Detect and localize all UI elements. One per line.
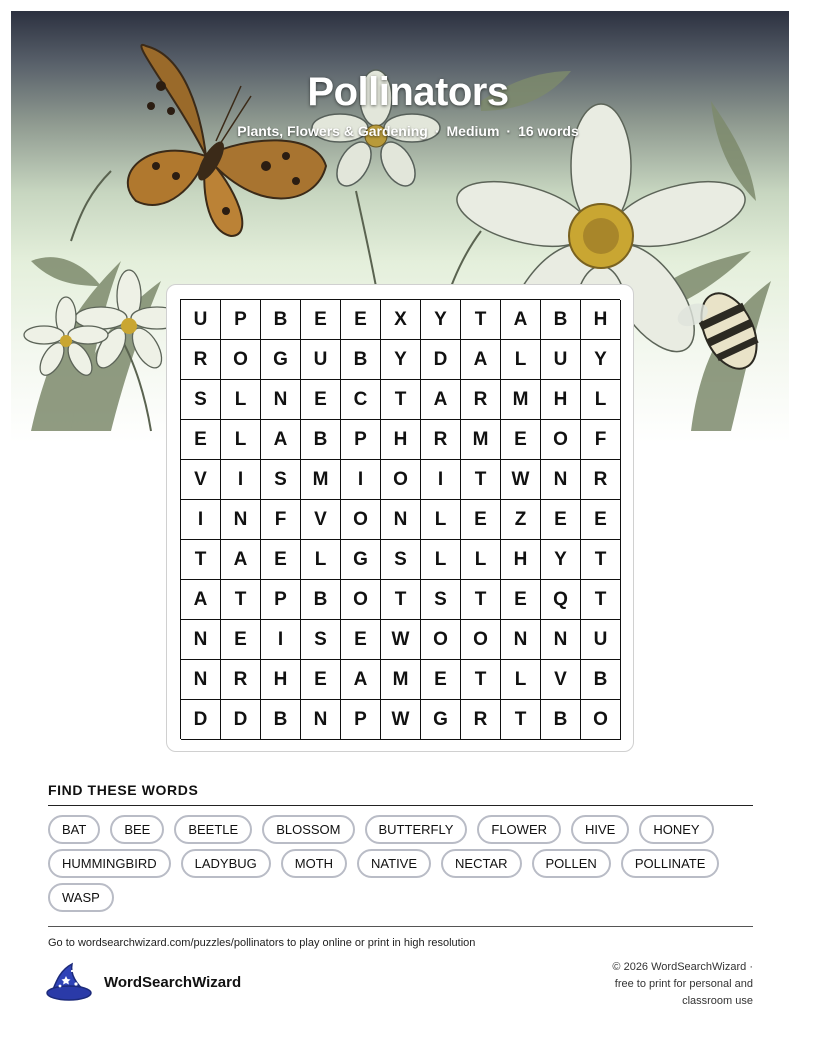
grid-cell[interactable]: T [221, 580, 261, 620]
copyright-line: classroom use [682, 995, 753, 1007]
grid-cell[interactable]: E [421, 660, 461, 700]
grid-cell[interactable]: E [341, 620, 381, 660]
word-pill: BAT [48, 815, 100, 844]
letter-grid [180, 299, 620, 739]
grid-cell[interactable]: E [541, 500, 581, 540]
subtitle-separator: · [434, 123, 440, 139]
grid-cell[interactable]: O [461, 620, 501, 660]
grid-cell[interactable]: L [581, 380, 621, 420]
word-pill: POLLINATE [621, 849, 720, 878]
grid-cell[interactable]: G [341, 540, 381, 580]
grid-cell[interactable]: P [341, 700, 381, 740]
grid-cell[interactable]: U [301, 340, 341, 380]
word-pill: POLLEN [532, 849, 611, 878]
grid-cell[interactable]: R [181, 340, 221, 380]
grid-cell[interactable]: U [581, 620, 621, 660]
grid-cell[interactable]: G [261, 340, 301, 380]
grid-cell[interactable]: S [381, 540, 421, 580]
grid-cell[interactable]: S [301, 620, 341, 660]
grid-cell[interactable]: T [381, 380, 421, 420]
grid-cell[interactable]: M [501, 380, 541, 420]
grid-cell[interactable]: A [341, 660, 381, 700]
grid-cell[interactable]: T [461, 660, 501, 700]
grid-cell[interactable]: F [261, 500, 301, 540]
grid-cell[interactable]: R [581, 460, 621, 500]
word-pill: MOTH [281, 849, 347, 878]
grid-cell[interactable]: O [581, 700, 621, 740]
word-pill: BEETLE [174, 815, 252, 844]
grid-cell[interactable]: I [341, 460, 381, 500]
grid-cell[interactable]: T [461, 460, 501, 500]
grid-cell[interactable]: T [461, 580, 501, 620]
grid-cell[interactable]: E [221, 620, 261, 660]
grid-cell[interactable]: B [581, 660, 621, 700]
wizard-hat-icon [46, 962, 92, 1007]
grid-cell[interactable]: V [301, 500, 341, 540]
grid-cell[interactable]: H [541, 380, 581, 420]
grid-cell[interactable]: E [261, 540, 301, 580]
grid-cell[interactable]: A [421, 380, 461, 420]
grid-cell[interactable]: I [181, 500, 221, 540]
word-pill: BEE [110, 815, 164, 844]
word-pill: FLOWER [477, 815, 561, 844]
grid-cell[interactable]: S [261, 460, 301, 500]
grid-cell[interactable]: B [261, 700, 301, 740]
copyright-notice [553, 959, 753, 1010]
grid-cell[interactable]: P [261, 580, 301, 620]
word-pill: LADYBUG [181, 849, 271, 878]
grid-cell[interactable]: O [221, 340, 261, 380]
grid-cell[interactable]: N [541, 620, 581, 660]
grid-cell[interactable]: N [181, 620, 221, 660]
word-list-heading: FIND THESE WORDS [48, 782, 199, 798]
grid-cell[interactable]: H [261, 660, 301, 700]
grid-cell[interactable]: S [421, 580, 461, 620]
grid-cell[interactable]: M [301, 460, 341, 500]
puzzle-category: Plants, Flowers & Gardening [237, 123, 428, 139]
grid-cell[interactable]: D [181, 700, 221, 740]
grid-cell[interactable]: B [341, 340, 381, 380]
grid-cell[interactable]: Q [541, 580, 581, 620]
subtitle-separator: · [506, 123, 512, 139]
grid-cell[interactable]: E [181, 420, 221, 460]
puzzle-difficulty: Medium [446, 123, 500, 139]
grid-cell[interactable]: N [501, 620, 541, 660]
grid-cell[interactable]: L [421, 500, 461, 540]
grid-cell[interactable]: O [421, 620, 461, 660]
grid-cell[interactable]: W [381, 620, 421, 660]
grid-cell[interactable]: N [301, 700, 341, 740]
grid-cell[interactable]: O [381, 460, 421, 500]
grid-cell[interactable]: T [381, 580, 421, 620]
grid-cell[interactable]: H [501, 540, 541, 580]
grid-cell[interactable]: T [181, 540, 221, 580]
grid-cell[interactable]: E [501, 420, 541, 460]
grid-cell[interactable]: A [221, 540, 261, 580]
grid-cell[interactable]: M [381, 660, 421, 700]
grid-cell[interactable]: L [421, 540, 461, 580]
grid-cell[interactable]: N [221, 500, 261, 540]
grid-cell[interactable]: T [461, 300, 501, 340]
grid-cell[interactable]: P [341, 420, 381, 460]
puzzle-title: Pollinators [307, 70, 509, 114]
grid-cell[interactable]: I [221, 460, 261, 500]
grid-cell[interactable]: H [381, 420, 421, 460]
grid-cell[interactable]: B [541, 300, 581, 340]
grid-cell[interactable]: O [341, 580, 381, 620]
grid-cell[interactable]: U [181, 300, 221, 340]
grid-cell[interactable]: V [541, 660, 581, 700]
grid-cell[interactable]: B [301, 420, 341, 460]
grid-cell[interactable]: B [261, 300, 301, 340]
grid-cell[interactable]: M [461, 420, 501, 460]
grid-cell[interactable]: E [301, 380, 341, 420]
grid-cell[interactable]: L [461, 540, 501, 580]
grid-cell[interactable]: T [501, 700, 541, 740]
footer-link-text: Go to wordsearchwizard.com/puzzles/pollinators to play online or print in high resolution [48, 937, 476, 949]
grid-cell[interactable]: N [541, 460, 581, 500]
grid-cell[interactable]: L [301, 540, 341, 580]
grid-cell[interactable]: H [581, 300, 621, 340]
grid-cell[interactable]: N [381, 500, 421, 540]
grid-cell[interactable]: S [181, 380, 221, 420]
grid-cell[interactable]: Y [381, 340, 421, 380]
grid-cell[interactable]: R [421, 420, 461, 460]
grid-cell[interactable]: Y [581, 340, 621, 380]
word-pill: NECTAR [441, 849, 521, 878]
grid-cell[interactable]: Y [421, 300, 461, 340]
grid-cell[interactable]: W [501, 460, 541, 500]
grid-cell[interactable]: T [581, 540, 621, 580]
grid-cell[interactable]: D [421, 340, 461, 380]
grid-cell[interactable]: A [461, 340, 501, 380]
grid-cell[interactable]: C [341, 380, 381, 420]
puzzle-subtitle [0, 123, 816, 139]
grid-cell[interactable]: E [461, 500, 501, 540]
word-pill: BLOSSOM [262, 815, 354, 844]
grid-cell[interactable]: W [381, 700, 421, 740]
grid-cell[interactable]: Z [501, 500, 541, 540]
grid-cell[interactable]: L [501, 660, 541, 700]
grid-cell[interactable]: G [421, 700, 461, 740]
grid-cell[interactable]: T [581, 580, 621, 620]
grid-cell[interactable]: E [581, 500, 621, 540]
grid-cell[interactable]: P [221, 300, 261, 340]
grid-cell[interactable]: E [301, 300, 341, 340]
word-pill: WASP [48, 883, 114, 912]
grid-cell[interactable]: R [461, 700, 501, 740]
grid-cell[interactable]: F [581, 420, 621, 460]
word-list [48, 815, 760, 912]
grid-cell[interactable]: B [301, 580, 341, 620]
grid-cell[interactable]: L [501, 340, 541, 380]
copyright-line: free to print for personal and [614, 978, 753, 990]
grid-cell[interactable]: I [421, 460, 461, 500]
word-pill: NATIVE [357, 849, 431, 878]
grid-cell[interactable]: B [541, 700, 581, 740]
grid-cell[interactable]: R [221, 660, 261, 700]
grid-cell[interactable]: E [341, 300, 381, 340]
grid-cell[interactable]: E [301, 660, 341, 700]
grid-cell[interactable]: L [221, 420, 261, 460]
grid-cell[interactable]: O [341, 500, 381, 540]
word-pill: BUTTERFLY [365, 815, 468, 844]
puzzle-word-count: 16 words [518, 123, 579, 139]
word-pill: HUMMINGBIRD [48, 849, 171, 878]
grid-cell[interactable]: X [381, 300, 421, 340]
grid-cell[interactable]: V [181, 460, 221, 500]
copyright-line: © 2026 WordSearchWizard · [612, 961, 753, 973]
grid-cell[interactable]: I [261, 620, 301, 660]
grid-cell[interactable]: Y [541, 540, 581, 580]
grid-cell[interactable]: N [181, 660, 221, 700]
grid-cell[interactable]: A [181, 580, 221, 620]
divider [48, 926, 753, 927]
brand-name: WordSearchWizard [104, 974, 242, 991]
divider [48, 805, 753, 806]
grid-cell[interactable]: L [221, 380, 261, 420]
grid-cell[interactable]: U [541, 340, 581, 380]
grid-cell[interactable]: D [221, 700, 261, 740]
grid-cell[interactable]: E [501, 580, 541, 620]
word-pill: HIVE [571, 815, 629, 844]
grid-cell[interactable]: O [541, 420, 581, 460]
grid-cell[interactable]: A [501, 300, 541, 340]
word-pill: HONEY [639, 815, 713, 844]
grid-cell[interactable]: A [261, 420, 301, 460]
grid-cell[interactable]: R [461, 380, 501, 420]
grid-cell[interactable]: N [261, 380, 301, 420]
